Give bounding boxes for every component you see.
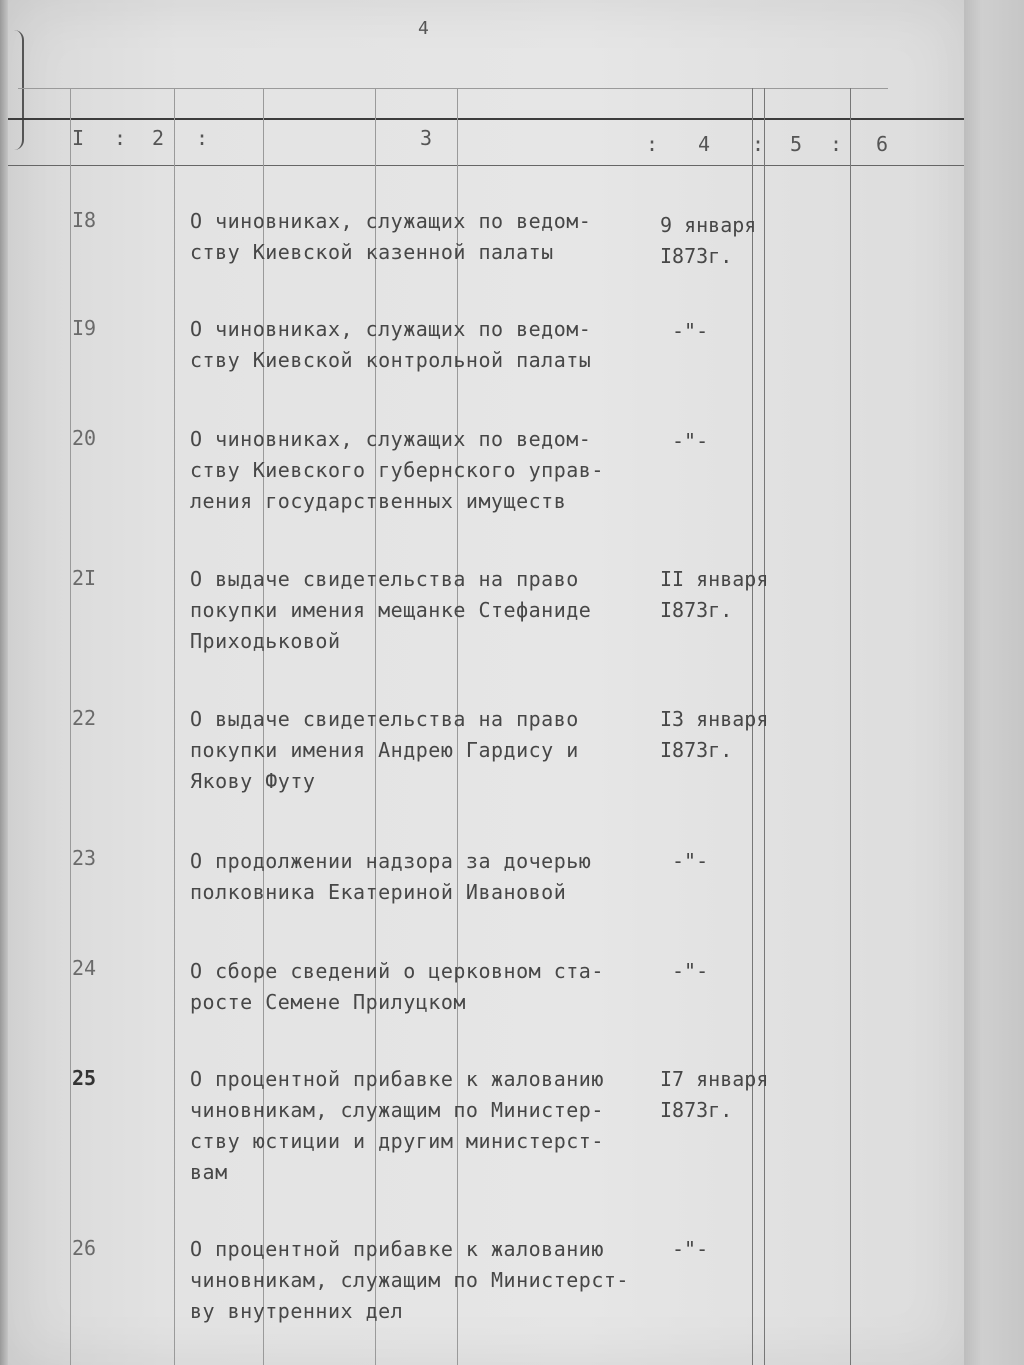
column-rule bbox=[850, 88, 851, 1365]
entry-date-line: -"- bbox=[672, 319, 709, 343]
entry-text-line: ству Киевской контрольной палаты bbox=[190, 348, 592, 372]
column-separator: : bbox=[646, 132, 659, 156]
entry-number: I8 bbox=[72, 208, 97, 232]
entry-text-line: О сборе сведений о церковном ста- bbox=[190, 959, 604, 983]
entry-date bbox=[672, 956, 802, 987]
entry-text-line: Якову Футу bbox=[190, 769, 316, 793]
entry-text-line: О чиновниках, служащих по ведом- bbox=[190, 209, 592, 233]
entry-text-line: росте Семене Прилуцком bbox=[190, 990, 466, 1014]
column-number: 6 bbox=[876, 132, 889, 156]
entry-date-line: -"- bbox=[672, 849, 709, 873]
entry-description bbox=[190, 956, 650, 1018]
entry-date-line: I873г. bbox=[660, 598, 733, 622]
column-number: 4 bbox=[698, 132, 711, 156]
column-separator: : bbox=[196, 126, 209, 150]
entry-text-line: вам bbox=[190, 1160, 228, 1184]
entry-description bbox=[190, 1064, 650, 1188]
entry-date-line: -"- bbox=[672, 959, 709, 983]
page-number: 4 bbox=[418, 18, 429, 39]
column-separator: : bbox=[752, 132, 765, 156]
column-rule bbox=[70, 88, 71, 1365]
entry-date-line: 9 января bbox=[660, 213, 757, 237]
column-separator: : bbox=[114, 126, 127, 150]
column-number: 5 bbox=[790, 132, 803, 156]
entry-text-line: покупки имения Андрею Гардису и bbox=[190, 738, 579, 762]
entry-description bbox=[190, 846, 650, 908]
entry-date bbox=[660, 564, 790, 626]
entry-date bbox=[672, 1234, 802, 1265]
entry-text-line: О процентной прибавке к жалованию bbox=[190, 1237, 604, 1261]
entry-date-line: -"- bbox=[672, 1237, 709, 1261]
entry-description bbox=[190, 314, 650, 376]
entry-date bbox=[672, 316, 802, 347]
column-separator: : bbox=[830, 132, 843, 156]
entry-text-line: ству юстиции и другим министерст- bbox=[190, 1129, 604, 1153]
entry-number: I9 bbox=[72, 316, 97, 340]
entry-text-line: ву внутренних дел bbox=[190, 1299, 404, 1323]
entry-date bbox=[672, 426, 802, 457]
entry-text-line: О выдаче свидетельства на право bbox=[190, 707, 579, 731]
entry-date bbox=[660, 1064, 790, 1126]
entry-text-line: О выдаче свидетельства на право bbox=[190, 567, 579, 591]
entry-text-line: О чиновниках, служащих по ведом- bbox=[190, 427, 592, 451]
page-curl bbox=[14, 30, 24, 150]
entry-number: 2I bbox=[72, 566, 97, 590]
entry-date bbox=[672, 846, 802, 877]
entry-text-line: О чиновниках, служащих по ведом- bbox=[190, 317, 592, 341]
header-rule-bottom bbox=[8, 165, 964, 166]
column-rule bbox=[174, 88, 175, 1365]
entry-number: 23 bbox=[72, 846, 97, 870]
entry-number: 26 bbox=[72, 1236, 97, 1260]
entry-text-line: ления государственных имуществ bbox=[190, 489, 567, 513]
header-rule-upper bbox=[18, 88, 888, 89]
entry-text-line: О процентной прибавке к жалованию bbox=[190, 1067, 604, 1091]
entry-text-line: ству Киевского губернского управ- bbox=[190, 458, 604, 482]
entry-date-line: I873г. bbox=[660, 1098, 733, 1122]
column-number: I bbox=[72, 126, 85, 150]
entry-text-line: полковника Екатериной Ивановой bbox=[190, 880, 567, 904]
entry-text-line: чиновникам, служащим по Министерст- bbox=[190, 1268, 629, 1292]
entry-text-line: ству Киевской казенной палаты bbox=[190, 240, 554, 264]
entry-description bbox=[190, 1234, 650, 1327]
entry-number: 25 bbox=[72, 1066, 97, 1090]
column-number: 3 bbox=[420, 126, 433, 150]
entry-date-line: II января bbox=[660, 567, 769, 591]
entry-description bbox=[190, 564, 650, 657]
entry-text-line: О продолжении надзора за дочерью bbox=[190, 849, 592, 873]
entry-text-line: чиновникам, служащим по Министер- bbox=[190, 1098, 604, 1122]
entry-date bbox=[660, 704, 790, 766]
entry-date-line: I3 января bbox=[660, 707, 769, 731]
header-rule-top bbox=[8, 118, 964, 120]
entry-description bbox=[190, 704, 650, 797]
entry-text-line: Приходьковой bbox=[190, 629, 341, 653]
entry-number: 20 bbox=[72, 426, 97, 450]
entry-date-line: I873г. bbox=[660, 244, 733, 268]
entry-description bbox=[190, 206, 650, 268]
entry-number: 24 bbox=[72, 956, 97, 980]
entry-date-line: -"- bbox=[672, 429, 709, 453]
entry-text-line: покупки имения мещанке Стефаниде bbox=[190, 598, 592, 622]
entry-date bbox=[660, 210, 790, 272]
entry-date-line: I7 января bbox=[660, 1067, 769, 1091]
column-number: 2 bbox=[152, 126, 165, 150]
entry-description bbox=[190, 424, 650, 517]
entry-date-line: I873г. bbox=[660, 738, 733, 762]
entry-number: 22 bbox=[72, 706, 97, 730]
page-background bbox=[964, 0, 1024, 1365]
